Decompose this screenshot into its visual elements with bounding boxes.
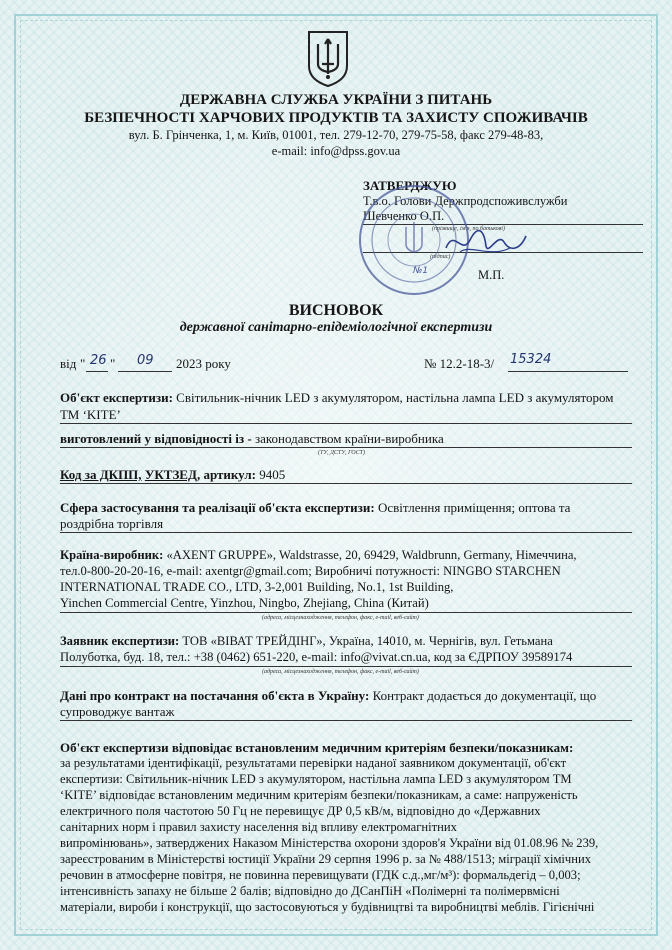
- country-line-4: Yinchen Commercial Centre, Yinzhou, Ningbo, Zhejiang, China (Китай): [60, 596, 429, 610]
- conformity-line: санітарних норм і правил захисту населення від впливу електромагнітних: [60, 820, 457, 834]
- country-label: Країна-виробник:: [60, 548, 164, 562]
- trident-coat-of-arms-icon: [306, 30, 350, 88]
- date-month: 09: [137, 353, 154, 368]
- org-name-line-2: БЕЗПЕЧНОСТІ ХАРЧОВИХ ПРОДУКТІВ ТА ЗАХИСТУ СПОЖИВАЧІВ: [84, 110, 588, 126]
- contract-line-1: Контракт додається до документації, що: [372, 688, 597, 703]
- seal-number: №1: [413, 266, 429, 276]
- doc-number-handwritten: 15324: [510, 352, 552, 367]
- date-year: 2023 року: [176, 356, 231, 371]
- date-day: 26: [90, 353, 107, 368]
- country-line-3: INTERNATIONAL TRADE CO., LTD, 3-2,001 Building, No.1, 1st Building,: [60, 580, 454, 594]
- stamp-place-label: М.П.: [478, 268, 505, 282]
- signature-caption: (підпис): [430, 254, 451, 260]
- contract-line-2: супроводжує вантаж: [60, 704, 175, 719]
- doc-number-prefix: № 12.2-18-3/: [424, 356, 495, 371]
- conformity-line: ‘KITE’ відповідає встановленим медичним критеріям безпеки/показникам, а саме: напруженість: [60, 788, 578, 802]
- applicant-label: Заявник експертизи:: [60, 634, 180, 648]
- object-line-1: Світильник-нічник LED з акумулятором, настільна лампа LED з акумулятором: [176, 390, 614, 405]
- conformity-line: за результатами ідентифікації, результатами перевірки наданої заявником документації, об'єкт: [60, 756, 567, 770]
- manufactured-caption: (ТУ, ДСТУ, ГОСТ): [318, 450, 365, 456]
- codes-label-uktzed: УКТЗЕД: [144, 467, 197, 482]
- conformity-line: речовин в атмосферне повітря, не повинна перевищувати (ГДК с.д.,мг/м³): формальдегід – 0,003;: [60, 868, 581, 882]
- org-email: e-mail: info@dpss.gov.ua: [271, 144, 401, 158]
- date-prefix: від: [60, 356, 77, 371]
- document-subtitle: державної санітарно-епідеміологічної експертизи: [179, 320, 493, 335]
- country-caption: (адреса, місцезнаходження, телефон, факс, e-mail, веб-сайт): [262, 615, 419, 621]
- org-name-line-1: ДЕРЖАВНА СЛУЖБА УКРАЇНИ З ПИТАНЬ: [179, 92, 493, 108]
- approval-title: ЗАТВЕРДЖУЮ: [363, 178, 457, 193]
- conformity-line: зареєстрованим в Міністерстві юстиції України 29 серпня 1996 р. за № 488/1513; міграції хімічних: [60, 852, 592, 866]
- handwritten-signature: [440, 222, 530, 262]
- scope-line-1: Освітлення приміщення; оптова та: [377, 500, 571, 515]
- document-title: ВИСНОВОК: [288, 302, 384, 319]
- applicant-line-2: Полуботка, буд. 18, тел.: +38 (0462) 651-220, e-mail: info@vivat.cn.ua, код за ЄДРПОУ 39589174: [60, 650, 573, 664]
- org-address: вул. Б. Грінченка, 1, м. Київ, 01001, тел. 279-12-70, 279-75-58, факс 279-48-83,: [128, 128, 544, 142]
- approver-name: Шевченко О.П.: [363, 209, 445, 223]
- conformity-line: інтенсивність запаху не більше 2 балів; відповідно до ДСанПіН «Полімерні та полімервмісні: [60, 884, 560, 898]
- object-line-2: ТМ ‘KITE’: [60, 407, 121, 422]
- applicant-line-1: ТОВ «ВІВАТ ТРЕЙДІНГ», Україна, 14010, м. Чернігів, вул. Гетьмана: [182, 634, 553, 648]
- approver-position: Т.в.о. Голови Держпродспоживслужби: [363, 194, 568, 208]
- contract-label: Дані про контракт на постачання об'єкта в Україну:: [60, 688, 370, 703]
- country-line-2: тел.0-800-20-20-16, e-mail: axentgr@gmail.com; Виробничі потужності: NINGBO STARCHEN: [60, 564, 561, 578]
- conformity-line: експертизи: Світильник-нічник LED з акумулятором, настільна лампа LED з акумулятором ТМ: [60, 772, 572, 786]
- approver-name-caption: (прізвище, ім'я, по батькові): [432, 226, 505, 232]
- codes-label-dkpp: Код за ДКПП,: [60, 467, 142, 482]
- applicant-caption: (адреса, місцезнаходження, телефон, факс, e-mail, веб-сайт): [262, 669, 419, 675]
- conformity-heading: Об'єкт експертизи відповідає встановленим медичним критеріям безпеки/показникам:: [60, 740, 574, 755]
- conformity-line: матеріали, вироби і конструкції, що застосовуються у будівництві та виробництві меблів. Гігієнічні: [60, 900, 595, 914]
- conformity-line: електричного поля частотою 50 Гц не перевищує ДР 0,5 кВ/м, відповідно до «Державних: [60, 804, 541, 818]
- country-line-1: «AXENT GRUPPE», Waldstrasse, 20, 69429, Waldbrunn, Germany, Німеччина,: [166, 548, 577, 562]
- codes-label-article: , артикул:: [196, 467, 256, 482]
- scope-label: Сфера застосування та реалізації об'єкта експертизи:: [60, 500, 375, 515]
- manufactured-value: законодавством країни-виробника: [254, 431, 444, 446]
- conformity-line: випромінювань», затверджених Наказом Міністерства охорони здоров'я України від 01.08.96 № 239,: [60, 836, 599, 850]
- codes-value: 9405: [259, 467, 286, 482]
- scope-line-2: роздрібна торгівля: [60, 516, 164, 531]
- manufactured-label: виготовлений у відповідності із -: [60, 431, 252, 446]
- object-label: Об'єкт експертизи:: [60, 390, 173, 405]
